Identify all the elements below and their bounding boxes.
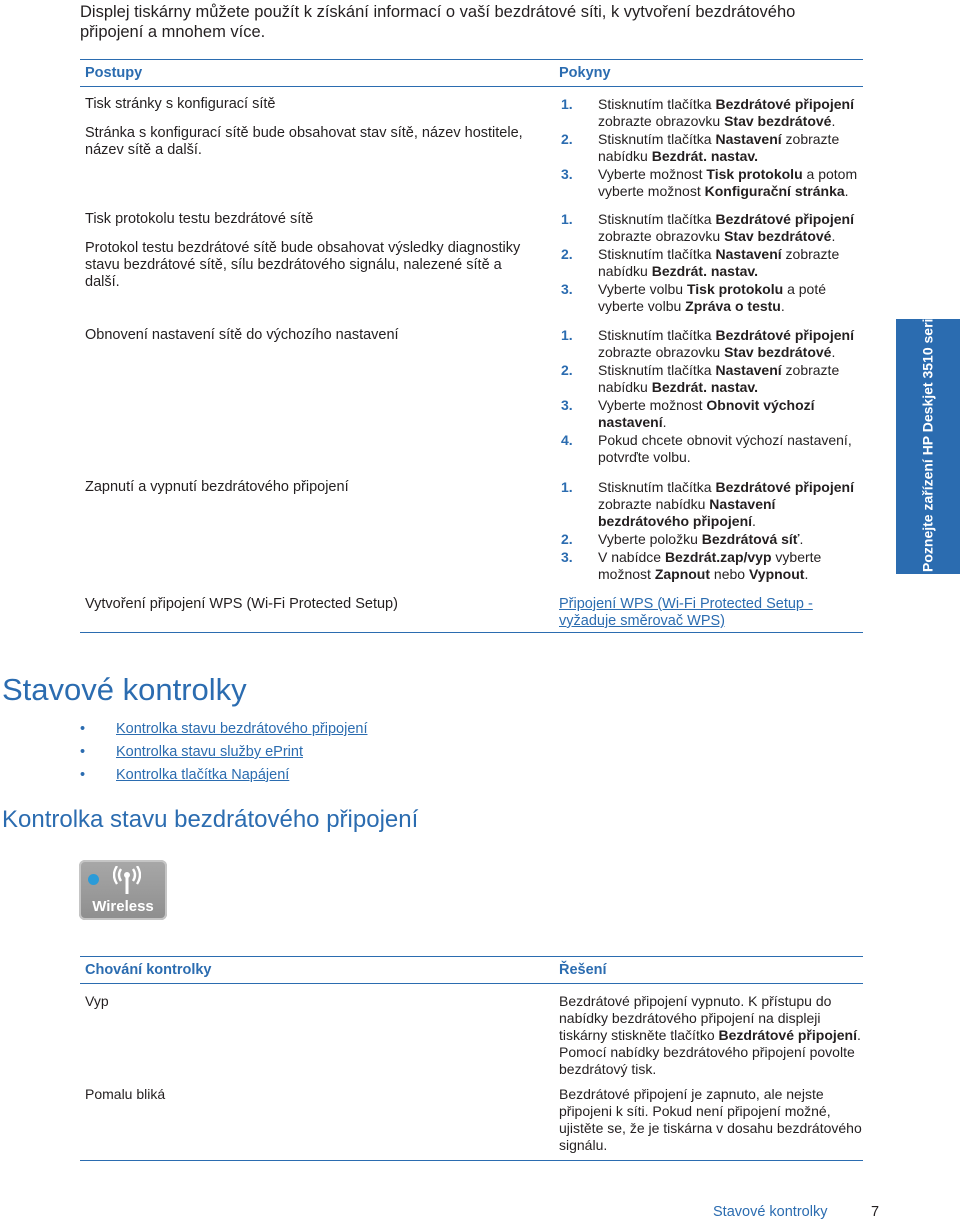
step-number: 2. [561,531,573,547]
text-run: . [831,228,836,244]
step-number: 2. [561,246,573,262]
instruction-step [556,96,866,130]
bold-term: Obnovit výchozí nastavení [598,397,815,430]
bold-term: Stav bezdrátové [724,113,832,129]
table-bottom-rule [80,632,863,633]
link-eprint-status-light[interactable]: Kontrolka stavu služby ePrint [116,744,303,760]
text-run: . [799,531,804,547]
bold-term: Bezdrátové připojení [715,96,854,112]
instruction-step [556,327,866,361]
row-reset-steps [556,327,866,467]
text-run: Bezdrátové připojení vypnuto. K přístupu do nabídky bezdrátového připojení na displeji tiskárny stiskněte tlačítko [559,993,832,1043]
text-run: Stisknutím tlačítka [598,246,716,262]
section-title-wireless-light: Kontrolka stavu bezdrátového připojení [2,806,419,833]
bold-term: Konfigurační stránka [704,183,845,199]
instruction-step [556,131,866,165]
bold-term: Zpráva o testu [685,298,781,314]
bold-term: Stav bezdrátové [724,228,832,244]
page-number: 7 [871,1204,880,1220]
instruction-step [556,549,866,583]
link-power-button-light[interactable]: Kontrolka tlačítka Napájení [116,767,290,783]
text-run: Stisknutím tlačítka [598,211,716,227]
row-network-config-procedure [85,96,525,171]
text-run: Pokud chcete obnovit výchozí nastavení, potvrďte volbu. [598,432,852,465]
bold-term: Bezdrátové připojení [718,1027,857,1043]
text-run: a potom vyberte možnost [598,166,858,199]
bold-term: Zapnout [654,566,711,582]
bold-term: Nastavení [715,131,782,147]
side-tab [896,303,960,574]
step-number: 4. [561,432,573,448]
bold-term: Bezdrátové připojení [715,327,854,343]
wps-connection-link[interactable]: Připojení WPS (Wi-Fi Protected Setup - vyžaduje směrovač WPS) [559,596,813,629]
text-run: zobrazte nabídku [598,496,710,512]
procedure-description: Protokol testu bezdrátové sítě bude obsahovat výsledky diagnostiky stavu bezdrátové sítě, sílu bezdrátového signálu, nalezené sítě a další. [85,240,521,290]
instruction-step [556,166,866,200]
text-run: Vyberte možnost [598,166,707,182]
instruction-step [556,281,866,315]
bold-term: Vypnout [748,566,805,582]
table-header-rule [80,983,863,984]
side-tab-label: Poznejte zařízení HP Deskjet 3510 series [919,303,936,572]
table-top-rule [80,956,863,957]
text-run: zobrazte obrazovku [598,228,725,244]
solution-off [559,993,864,1078]
procedure-title: Vytvoření připojení WPS (Wi-Fi Protected Setup) [85,596,398,612]
text-run: Vyberte položku [598,531,702,547]
table-top-rule [80,59,863,60]
row-wireless-test-procedure [85,211,525,303]
text-run: Vyberte možnost [598,397,707,413]
bold-term: Nastavení [715,246,782,262]
list-item [80,764,368,787]
row-wireless-toggle-procedure [85,479,525,508]
procedure-title: Tisk stránky s konfigurací sítě [85,96,276,112]
bullet-icon: • [80,721,86,737]
instruction-step [556,479,866,530]
step-number: 1. [561,327,573,343]
wireless-status-led [88,874,99,885]
status-lights-link-list [80,718,368,787]
instruction-step [556,362,866,396]
table-header-rule [80,86,863,87]
text-run: zobrazte nabídku [598,246,840,279]
table-header-procedures: Postupy [85,65,143,81]
procedure-title: Obnovení nastavení sítě do výchozího nastavení [85,327,399,343]
text-run: Stisknutím tlačítka [598,479,716,495]
bold-term: Bezdrátové připojení [715,479,854,495]
bold-term: Bezdrát. nastav. [651,263,759,279]
row-wireless-toggle-steps [556,479,866,584]
wireless-button-label: Wireless [92,898,154,915]
instruction-step [556,211,866,245]
procedure-title: Tisk protokolu testu bezdrátové sítě [85,211,314,227]
bold-term: Bezdrát. nastav. [651,148,759,164]
wireless-button-image [79,860,167,920]
text-run: nebo [710,566,749,582]
text-run: . [780,298,785,314]
instruction-step [556,531,866,548]
text-run: Stisknutím tlačítka [598,362,716,378]
link-wireless-status-light[interactable]: Kontrolka stavu bezdrátového připojení [116,721,368,737]
table-header-light-behavior: Chování kontrolky [85,962,212,978]
text-run: vyberte možnost [598,549,822,582]
table-bottom-rule [80,1160,863,1161]
text-run: Bezdrátové připojení je zapnuto, ale nejste připojeni k síti. Pokud není připojení možné, ujistěte se, že je tiskárna v dosahu bezdrátového signálu. [559,1086,862,1153]
bullet-icon: • [80,767,86,783]
step-number: 2. [561,362,573,378]
instruction-step [556,397,866,431]
text-run: . [752,513,756,529]
list-item [80,718,368,741]
step-number: 2. [561,131,573,147]
row-reset-procedure [85,327,525,356]
bold-term: Bezdrátová síť [701,531,800,547]
list-item [80,741,368,764]
section-title-status-lights: Stavové kontrolky [2,672,247,707]
text-run: Stisknutím tlačítka [598,96,716,112]
table-header-solution: Řešení [559,962,607,978]
text-run: Stisknutím tlačítka [598,327,716,343]
text-run: zobrazte obrazovku [598,344,725,360]
step-number: 3. [561,281,573,297]
intro-text: Displej tiskárny můžete použít k získání informací o vaší bezdrátové síti, k vytvoření bezdrátového připojení a mnohem více. [80,3,796,41]
bold-term: Tisk protokolu [706,166,803,182]
behavior-off: Vyp [85,993,109,1009]
text-run: zobrazte nabídku [598,362,840,395]
text-run: zobrazte obrazovku [598,113,725,129]
bold-term: Bezdrát.zap/vyp [664,549,772,565]
procedure-description: Stránka s konfigurací sítě bude obsahovat stav sítě, název hostitele, název sítě a další. [85,125,523,158]
instruction-step [556,246,866,280]
bullet-icon: • [80,744,86,760]
text-run: . [804,566,809,582]
bold-term: Nastavení [715,362,782,378]
instruction-step [556,432,866,466]
row-wps-procedure [85,596,525,625]
text-run: . [662,414,667,430]
bold-term: Tisk protokolu [686,281,784,297]
row-wps-steps [559,596,869,630]
text-run: . [831,113,836,129]
bold-term: Stav bezdrátové [724,344,832,360]
step-number: 1. [561,96,573,112]
step-number: 3. [561,549,573,565]
behavior-slow-blink: Pomalu bliká [85,1086,166,1102]
step-number: 1. [561,479,573,495]
text-run: . [844,183,849,199]
step-number: 1. [561,211,573,227]
wireless-antenna-icon [113,866,141,896]
text-run: V nabídce [598,549,665,565]
bold-term: Bezdrátové připojení [715,211,854,227]
row-wireless-test-steps [556,211,866,316]
step-number: 3. [561,397,573,413]
step-number: 3. [561,166,573,182]
text-run: a poté vyberte volbu [598,281,827,314]
text-run: . Pomocí nabídky bezdrátového připojení povolte bezdrátový tisk. [559,1027,861,1077]
text-run: Vyberte volbu [598,281,687,297]
table-header-instructions: Pokyny [559,65,611,81]
text-run: zobrazte nabídku [598,131,840,164]
bold-term: Nastavení bezdrátového připojení [598,496,776,529]
text-run: . [831,344,836,360]
text-run: Stisknutím tlačítka [598,131,716,147]
footer-section-name: Stavové kontrolky [713,1204,828,1220]
row-network-config-steps [556,96,866,201]
bold-term: Bezdrát. nastav. [651,379,759,395]
solution-slow-blink [559,1086,869,1154]
procedure-title: Zapnutí a vypnutí bezdrátového připojení [85,479,349,495]
